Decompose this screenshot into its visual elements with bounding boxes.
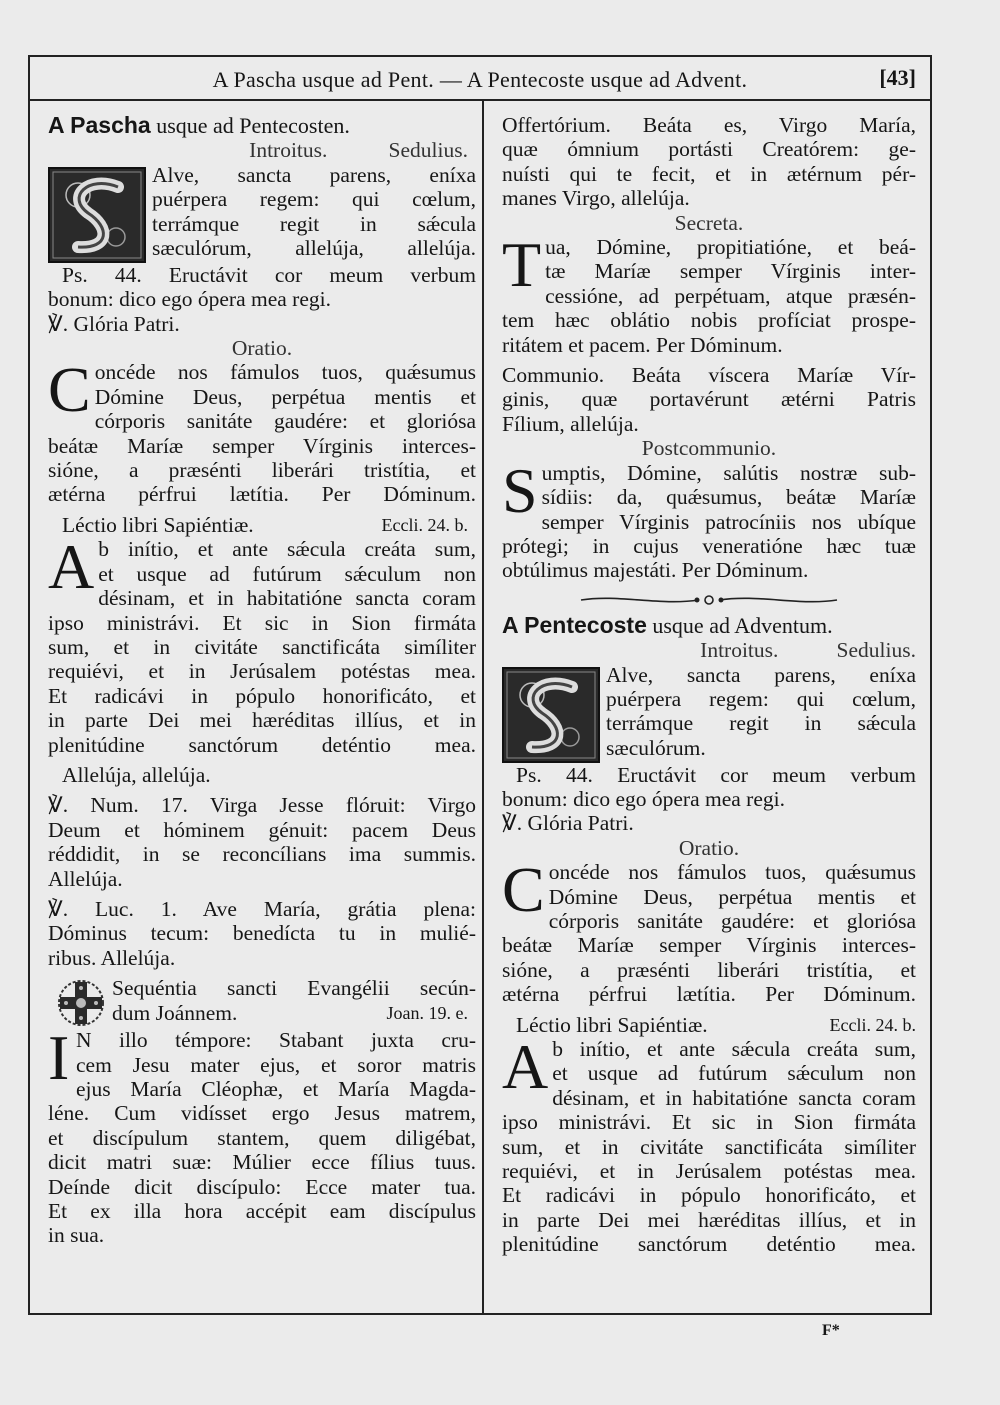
lectio-line: ipso ministrávi. Et sic in Sion firmáta [48,610,476,635]
secreta-block [502,235,916,357]
offertorium-line: Offertórium. Beáta es, Virgo María, [502,113,916,137]
section-title-pentecoste [502,613,916,638]
oratio-line: Dómine Deus, perpétua mentis et [548,884,916,909]
section-title-rest: usque ad Pentecosten. [150,113,350,138]
gospel-line: N illo témpore: Stabant juxta cru- [76,1028,476,1053]
column-divider [482,101,484,1313]
drop-cap-a: A [48,537,95,603]
oratio-line: beátæ Maríæ semper Vírginis interces- [502,933,916,958]
oratio-line: córporis sanitáte gaudére: et gloriósa [94,409,476,434]
drop-cap-a: A [502,1037,549,1102]
oratio-line: ætérna pérfrui lætítia. Per Dóminum. [48,482,476,507]
offertorium-line: nuísti qui te fecit, et in ætérnum pér- [502,161,916,186]
lectio-line: désinam, et in habitatióne sancta coram [552,1085,916,1110]
drop-cap-c: C [502,860,545,926]
offertorium-line: manes Virgo, allelúja. [502,186,690,211]
gospel-title-line: dum Joánnem. [112,1000,238,1025]
lectio-heading [502,1013,916,1037]
sedulius-label: Sedulius. [836,638,916,663]
lectio-line: ipso ministrávi. Et sic in Sion firmáta [502,1110,916,1135]
lectio-line: et usque ad futúrum sǽculum non [552,1061,916,1086]
lectio-ref: Eccli. 24. b. [829,1014,916,1035]
verse-line: ℣. Num. 17. Virga Jesse flóruit: Virgo [48,793,476,818]
lectio-line: in parte Dei mei hæréditas illíus, et in [502,1207,916,1232]
oratio-block [48,360,476,506]
drop-cap-s: S [502,460,538,526]
gospel-line: léne. Cum vidísset ergo Jesus matrem, [48,1101,476,1126]
introitus-label: Introitus. [700,638,779,663]
oratio-line: ætérna pérfrui lætítia. Per Dóminum. [502,982,916,1007]
gospel-heading [48,976,476,1028]
lectio-line: et usque ad futúrum sǽculum non [98,561,476,586]
postcommunio-line: obtúlimus majestáti. Per Dóminum. [502,558,809,583]
secreta-label: Secreta. [674,210,744,235]
communio-line: Fílium, allelúja. [502,411,639,436]
section-title-bold: A Pentecoste [502,611,647,638]
secreta-line: cessióne, ad perpétuam, atque præsén- [545,283,916,308]
lectio-line: Et radicávi in pópulo honorificáto, et [48,683,476,708]
oratio-line: oncéde nos fámulos tuos, quǽsumus [548,860,916,885]
psalm-line: Ps. 44. Eructávit cor meum verbum [516,762,916,787]
lectio-label: Léctio libri Sapiéntiæ. [516,1012,708,1037]
gospel-line: dicit matri suæ: Múlier ecce fílius tuus. [48,1150,476,1175]
introit-line: puérpera regem: qui cœlum, [152,187,476,212]
section-title-pascha [48,113,476,138]
lectio-line: b inítio, et ante sǽcula creáta sum, [552,1037,916,1061]
gospel-block [48,1028,476,1248]
oratio-line: sióne, a præsénti liberári tristítia, et [502,957,916,982]
oratio-line: córporis sanitáte gaudére: et gloriósa [548,908,916,933]
page-number: [43] [879,65,916,90]
postcommunio-line: semper Vírginis patrocíniis nos ubíque [541,509,916,534]
page-header [30,57,930,101]
ornate-s-initial-icon [48,167,146,263]
lectio-block [502,1037,916,1257]
left-column [48,113,476,1248]
verse-line: réddidit, in se reconcílians ima summis. [48,842,476,867]
lectio-line: requiévi, et in Jerúsalem potéstas mea. [502,1159,916,1184]
gloria-patri: ℣. Glória Patri. [48,311,180,336]
lectio-line: Et radicávi in pópulo honorificáto, et [502,1183,916,1208]
lectio-ref: Eccli. 24. b. [381,514,468,535]
section-title-rest: usque ad Adventum. [646,612,833,638]
oratio-line: beátæ Maríæ semper Vírginis interces- [48,433,476,458]
running-head: A Pascha usque ad Pent. — A Pentecoste usque ad Advent. [212,67,748,92]
lectio-heading [48,513,476,537]
verse-line: ℣. Luc. 1. Ave María, grátia plena: [48,896,476,921]
verse-line: Deum et hóminem génuit: pacem Deus [48,817,476,842]
right-column [502,113,916,1257]
lectio-label: Léctio libri Sapiéntiæ. [62,512,254,537]
introit-line: terrámque regit in sǽcula [606,711,916,736]
introit-line: puérpera regem: qui cœlum, [606,686,916,711]
ornate-s-initial-icon [502,667,600,763]
oratio-label: Oratio. [231,336,293,361]
introitus-label: Introitus. [249,138,328,163]
lectio-block [48,537,476,757]
introit-line: terrámque regit in sǽcula [152,211,476,236]
verse-line: ribus. Allelúja. [48,945,176,970]
secreta-line: ua, Dómine, propitiatióne, et beá- [545,235,916,260]
introit-block [48,163,476,263]
lectio-line: plenitúdine sanctórum deténtio mea. [502,1232,916,1257]
cross-ornament-icon [56,978,106,1028]
gospel-line: Deínde dicit discípulo: Ecce mater tua. [48,1174,476,1199]
gospel-title-line: Sequéntia sancti Evangélii secún- [112,976,476,1001]
secreta-line: tæ Maríæ semper Vírginis inter- [545,259,916,284]
psalm-line: bonum: dico ego ópera mea regi. [48,287,331,312]
lectio-line: requiévi, et in Jerúsalem potéstas mea. [48,659,476,684]
lectio-line: sum, et in civitáte sanctificáta simíliter [502,1134,916,1159]
oratio-label: Oratio. [678,835,740,860]
introit-line: Alve, sancta parens, eníxa [152,162,476,187]
introitus-heading [48,138,476,162]
oratio-block [502,860,916,1006]
flourish-icon [579,592,839,608]
gospel-line: ejus María Cléophæ, et María Magda- [76,1077,476,1101]
psalm-line: Ps. 44. Eructávit cor meum verbum [62,262,476,287]
introit-line: sæculórum. [606,735,706,760]
introit-line: Alve, sancta parens, eníxa [606,662,916,687]
sedulius-label: Sedulius. [388,138,468,163]
communio-line: Communio. Beáta víscera Maríæ Vír- [502,363,916,388]
introitus-heading [502,638,916,662]
page-frame [28,55,932,1315]
alleluja-line: Allelúja, allelúja. [62,762,211,787]
lectio-line: désinam, et in habitatióne sancta coram [98,586,476,611]
psalm-line: bonum: dico ego ópera mea regi. [502,786,785,811]
communio-line: ginis, quæ portavérunt ætérni Patris [502,387,916,412]
postcommunio-line: umptis, Dómine, salútis nostræ sub- [541,460,916,485]
introit-block [502,663,916,763]
oratio-line: sióne, a præsénti liberári tristítia, et [48,458,476,483]
gospel-ref: Joan. 19. e. [386,1002,468,1023]
section-divider-ornament [502,589,916,605]
secreta-line: tem hæc oblátio nobis profíciat prospe- [502,308,916,333]
offertorium-line: quæ ómnium portásti Creatórem: ge- [502,137,916,162]
postcommunio-line: prótegi; in cujus veneratióne hæc tuæ [502,533,916,558]
introit-line: sæculórum, allelúja, allelúja. [152,236,476,261]
gospel-line: Et ex illa hora accépit eam discípulus [48,1199,476,1224]
signature-mark: F* [822,1322,840,1339]
postcommunio-block [502,461,916,583]
postcommunio-line: sídiis: da, quǽsumus, beátæ Maríæ [541,485,916,510]
secreta-line: ritátem et pacem. Per Dóminum. [502,332,783,357]
oratio-line: Dómine Deus, perpétua mentis et [94,384,476,409]
section-title-bold: A Pascha [48,112,151,138]
lectio-line: b inítio, et ante sǽcula creáta sum, [98,537,476,562]
verse-line: Allelúja. [48,866,123,891]
oratio-line: oncéde nos fámulos tuos, quǽsumus [94,360,476,385]
gospel-line: in sua. [48,1223,105,1248]
lectio-line: plenitúdine sanctórum deténtio mea. [48,732,476,757]
postcommunio-label: Postcommunio. [641,436,777,461]
lectio-line: in parte Dei mei hæréditas illíus, et in [48,708,476,733]
verse-line: Dóminus tecum: benedícta tu in mulié- [48,921,476,946]
gospel-line: cem Jesu mater ejus, et soror matris [76,1052,476,1077]
gloria-patri: ℣. Glória Patri. [502,811,634,836]
drop-cap-t: T [502,235,542,301]
gospel-line: et discípulum stantem, quem diligébat, [48,1125,476,1150]
drop-cap-i: I [48,1028,70,1094]
drop-cap-c: C [48,360,91,426]
lectio-line: sum, et in civitáte sanctificáta simíliter [48,634,476,659]
